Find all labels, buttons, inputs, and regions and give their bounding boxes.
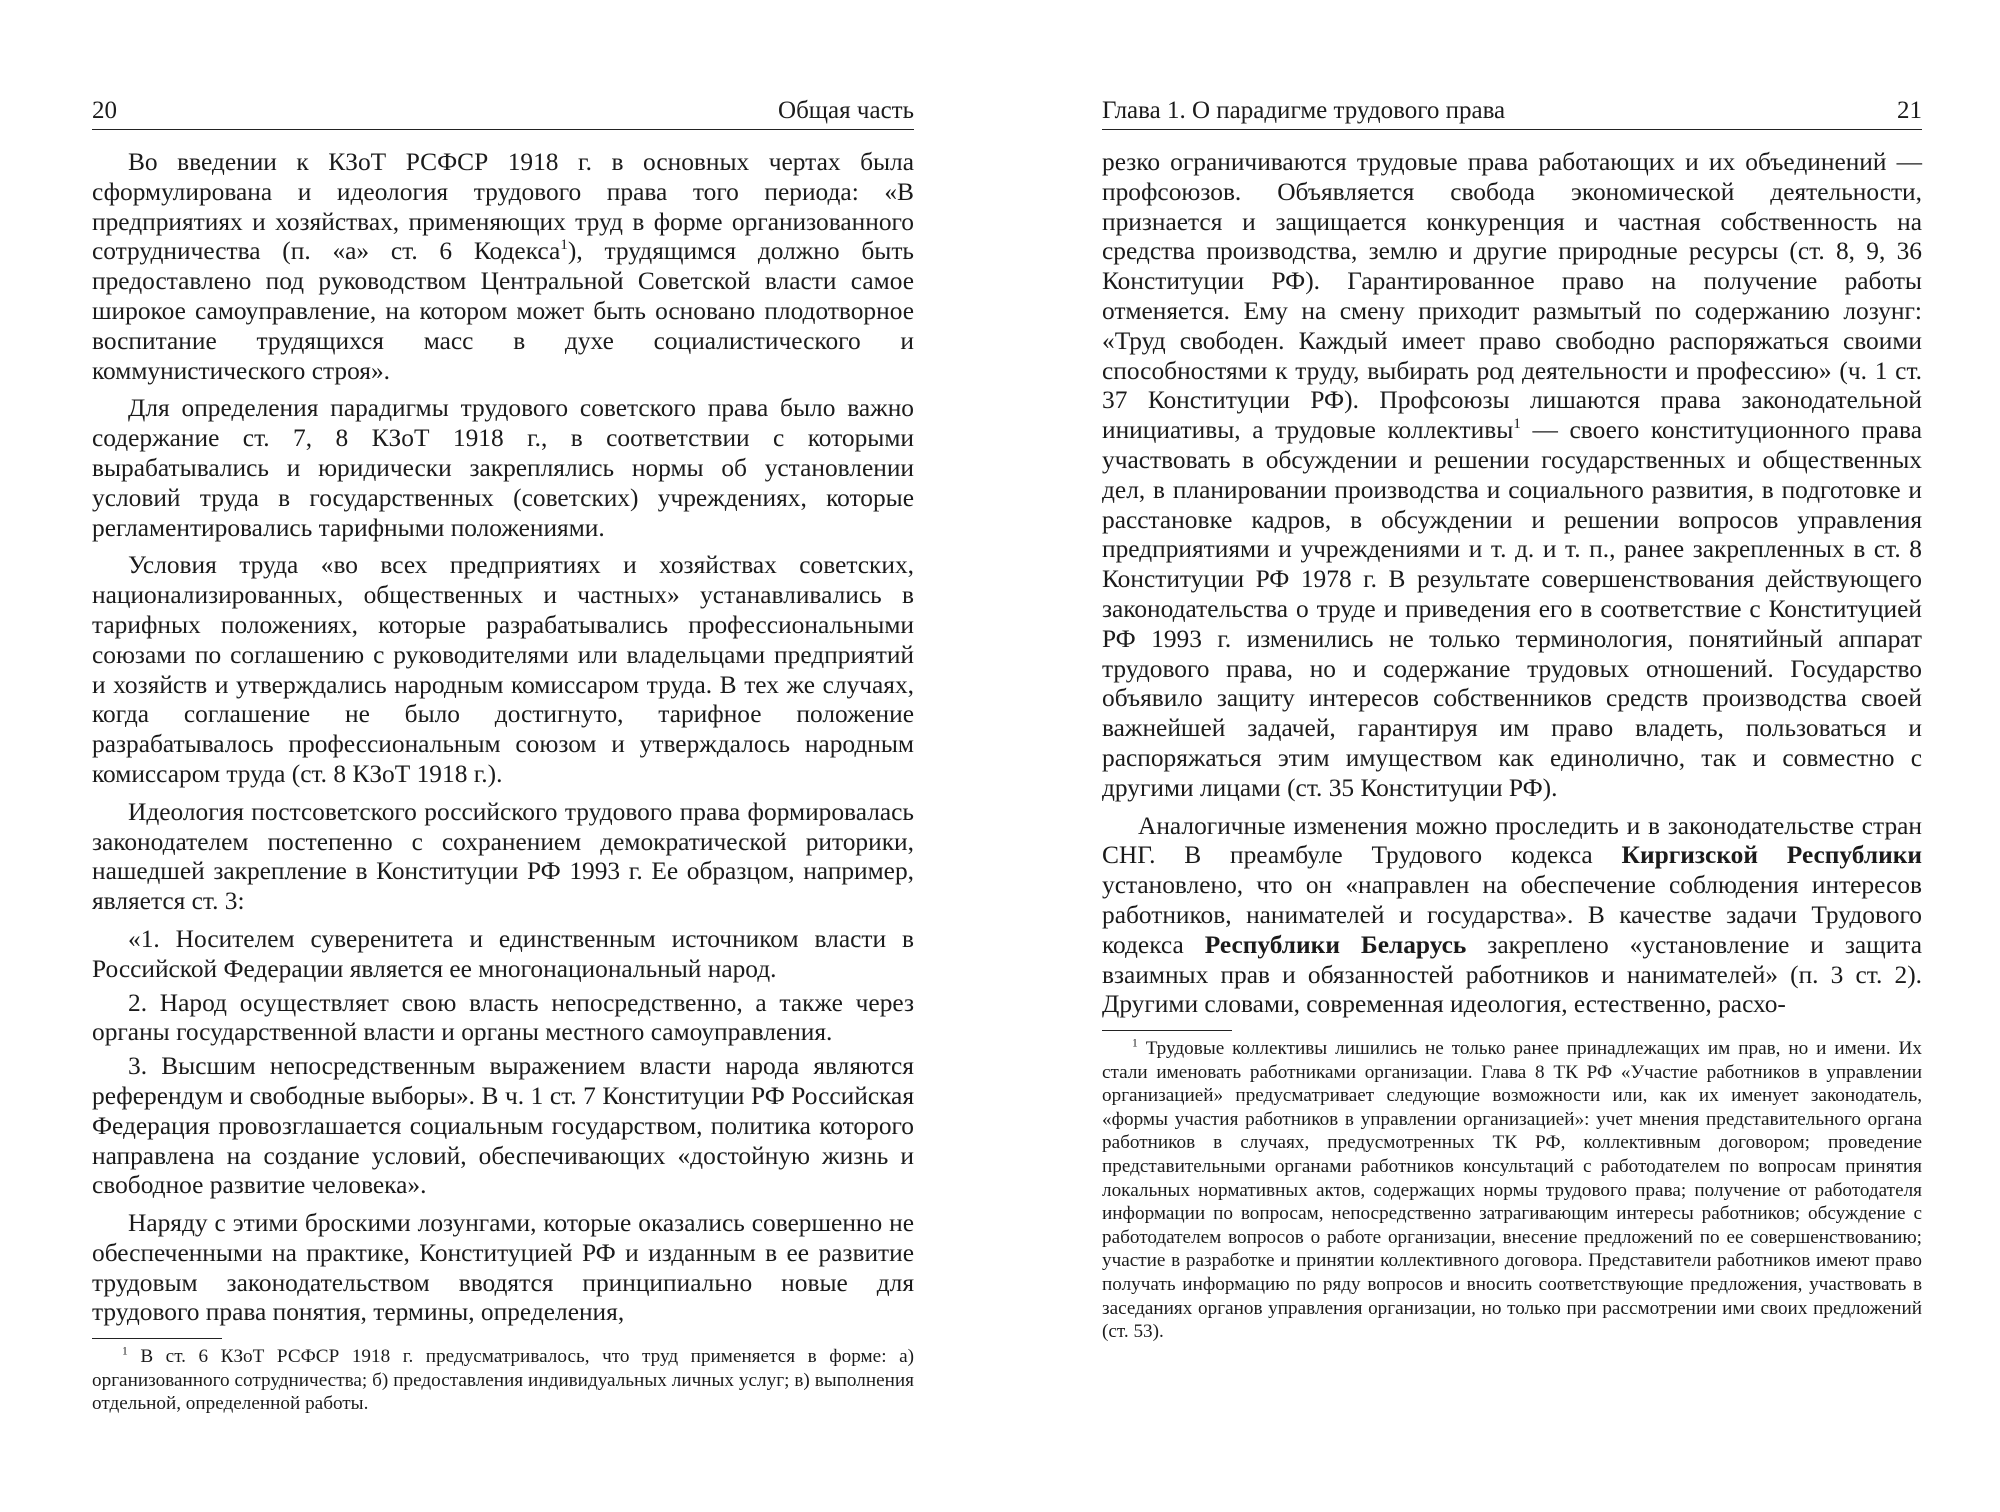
right-page: [1102, 96, 1922, 1344]
running-head: Общая часть: [778, 97, 914, 124]
bold-term: Республики Беларусь: [1204, 930, 1467, 959]
paragraph: Аналогичные изменения можно проследить и в законодательстве стран СНГ. В преамбуле Трудового кодекса Киргизской Республики установлено, что он «направлен на обеспечение соблюдения интересов работников, нанимателей и государства». В качестве задачи Трудового кодекса Республики Беларусь закреплено «установление и защита взаимных прав и обязанностей работников и нанимателей» (п. 3 ст. 2). Другими словами, современная идеология, естественно, расхо-: [1102, 811, 1922, 1019]
paragraph: резко ограничиваются трудовые права работающих и их объединений — профсоюзов. Объявляется свобода экономической деятельности, признается и защищается конкуренция и частная собственность на средства производства, землю и другие природные ресурсы (ст. 8, 9, 36 Конституции РФ). Гарантированное право на получение работы отменяется. Ему на смену приходит размытый по содержанию лозунг: «Труд свободен. Каждый имеет право свободно распоряжаться своими способностями к труду, выбирать род деятельности и профессию» (ч. 1 ст. 37 Конституции РФ). Профсоюзы лишаются права законодательной инициативы, а трудовые коллективы$^1$ — своего конституционного права участвовать в обсуждении и решении государственных и общественных дел, в планировании производства и социального развития, в подготовке и расстановке кадров, в обсуждении и решении вопросов управления предприятиями и учреждениями и т. д. и т. п., ранее закрепленных в ст. 8 Конституции РФ 1978 г. В результате совершенствования действующего законодательства о труде и приведения его в соответствие с Конституцией РФ 1993 г. изменились не только терминология, понятийный аппарат трудового права, но и содержание трудовых отношений. Государство объявило защиту интересов собственников средств производства своей важнейшей задачей, гарантируя им право владеть, пользоваться и распоряжаться этим имуществом как единолично, так и совместно с другими лицами (ст. 35 Конституции РФ).: [1102, 148, 1922, 802]
footnote-marker: 1: [1132, 1037, 1138, 1050]
paragraph: Условия труда «во всех предприятиях и хозяйствах советских, национализированных, общественных и частных» устанавливались в тарифных положениях, которые разрабатывались профессиональными союзами по соглашению с руководителями или владельцами предприятий и хозяйств и утверждались народным комиссаром труда. В тех же случаях, когда соглашение не было достигнуто, тарифное положение разрабатывалось профессиональным союзом и утверждалось народным комиссаром труда (ст. 8 КЗоТ 1918 г.).: [92, 551, 914, 788]
footnote-ref: 1: [560, 236, 568, 254]
left-page-body: [92, 148, 914, 1328]
page-number: 21: [1897, 97, 1922, 124]
right-page-body: [1102, 148, 1922, 1020]
page-number: 20: [92, 97, 117, 124]
running-head: Глава 1. О парадигме трудового права: [1102, 97, 1506, 124]
paragraph: Во введении к КЗоТ РСФСР 1918 г. в основных чертах была сформулирована и идеология трудового права того периода: «В предприятиях и хозяйствах, применяющих труд в форме организованного сотрудничества (п. «а» ст. 6 Кодекса$^1$), трудящимся должно быть предоставлено под руководством Центральной Советской власти самое широкое самоуправление, на котором может быть основано плодотворное воспитание трудящихся масс в духе социалистического и коммунистического строя».: [92, 148, 915, 385]
quote-paragraph: 3. Высшим непосредственным выражением власти народа являются референдум и свободные выборы». В ч. 1 ст. 7 Конституции РФ Российская Федерация провозглашается социальным государством, политика которого направлена на создание условий, обеспечивающих «достойную жизнь и свободное развитие человека».: [92, 1052, 914, 1200]
footnote-marker: 1: [122, 1345, 128, 1358]
footnote-divider: [1102, 1030, 1232, 1031]
bold-term: Киргизской Республики: [1621, 841, 1922, 870]
footnote-divider: [92, 1338, 222, 1339]
quote-paragraph: 2. Народ осуществляет свою власть непосредственно, а также через органы государственной власти и органы местного самоуправления.: [92, 988, 914, 1047]
paragraph: Наряду с этими броскими лозунгами, которые оказались совершенно не обеспеченными на практике, Конституцией РФ и изданным в ее развитие трудовым законодательством вводятся принципиально новые для трудового права понятия, термины, определения,: [92, 1209, 914, 1327]
footnote-ref: 1: [1513, 415, 1521, 433]
paragraph: Для определения парадигмы трудового советского права было важно содержание ст. 7, 8 КЗоТ 1918 г., в соответствии с которыми вырабатывались и юридически закреплялись нормы об установлении условий труда в государственных (советских) учреждениях, которые регламентировались тарифными положениями.: [92, 394, 914, 542]
quote-paragraph: «1. Носителем суверенитета и единственным источником власти в Российской Федерации является ее многонациональный народ.: [92, 924, 914, 983]
paragraph: Идеология постсоветского российского трудового права формировалась законодателем постепенно с сохранением демократической риторики, нашедшей закрепление в Конституции РФ 1993 г. Ее образцом, например, является ст. 3:: [92, 797, 914, 916]
left-page: [92, 96, 914, 1416]
footnote: $^1$ Трудовые коллективы лишились не только ранее принадлежащих им прав, но и имени. Их стали именовать работниками организации. Глава 8 ТК РФ «Участие работников в управлении организацией» предусматривает следующие возможности или, как их именует законодатель, «формы участия работников в управлении организацией»: учет мнения представительного органа работников в случаях, предусмотренных ТК РФ, коллективным договором; проведение представительными органами работников консультаций с работодателем по вопросам принятия локальных нормативных актов, содержащих нормы трудового права; получение от работодателя информации по вопросам, непосредственно затрагивающим интересы работников; обсуждение с работодателем вопросов о работе организации, внесение предложений по ее совершенствованию; участие в разработке и принятии коллективного договора. Представители работников имеют право получать информацию по ряду вопросов и вносить соответствующие предложения, участвовать в заседаниях органов управления организации, но только при рассмотрении ими своих предложений (ст. 53).: [1102, 1037, 1922, 1343]
footnote: $^1$ В ст. 6 КЗоТ РСФСР 1918 г. предусматривалось, что труд применяется в форме: а) организованного сотрудничества; б) предоставления индивидуальных личных услуг; в) выполнения отдельной, определенной работы.: [92, 1345, 914, 1415]
left-page-header: [92, 96, 914, 130]
right-page-header: [1102, 96, 1922, 130]
